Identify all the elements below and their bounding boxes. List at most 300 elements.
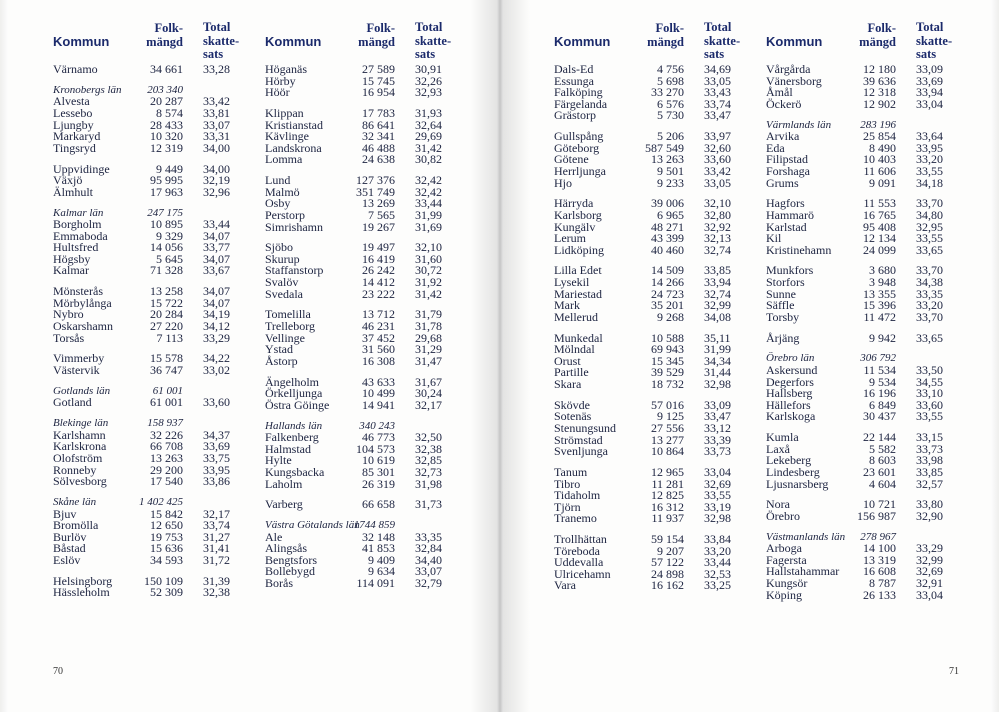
table-row: [53, 397, 248, 409]
population-value: 24 638: [362, 152, 395, 167]
population-value: 66 708: [150, 439, 183, 454]
kommun-name: Staffanstorp: [265, 263, 324, 278]
tax-rate-value: 33,05: [704, 175, 731, 190]
tax-rate-value: 31,73: [415, 497, 442, 512]
tax-rate-value: 31,42: [415, 140, 442, 155]
header-skattesats: Total skatte- sats: [415, 20, 452, 61]
kommun-name: Sotenäs: [554, 409, 592, 424]
population-value: 10 320: [150, 129, 183, 144]
tax-rate-value: 32,92: [704, 219, 731, 234]
tax-rate-value: 33,20: [704, 543, 731, 558]
population-value: 203 340: [147, 83, 183, 96]
kommun-name: Blekinge län: [53, 417, 109, 430]
kommun-name: Kalmar: [53, 263, 89, 278]
population-value: 61 001: [152, 384, 183, 397]
table-row: [265, 499, 460, 511]
tax-rate-value: 33,80: [916, 497, 943, 512]
tax-rate-value: 34,08: [704, 309, 731, 324]
tax-rate-value: 34,07: [203, 251, 230, 266]
kommun-name: Grästorp: [554, 108, 596, 123]
tax-rate-value: 33,67: [203, 263, 230, 278]
population-value: 16 312: [651, 499, 684, 514]
kommun-name: Torsby: [766, 309, 800, 324]
kommun-name: Ljungby: [53, 117, 94, 132]
table-row: [554, 580, 749, 592]
tax-rate-value: 32,69: [916, 564, 943, 579]
tax-rate-value: 33,42: [203, 94, 230, 109]
population-value: 12 650: [150, 518, 183, 533]
tax-rate-value: 33,73: [916, 441, 943, 456]
table-row: [766, 476, 961, 491]
tax-rate-value: 30,91: [415, 62, 442, 76]
population-value: 10 588: [651, 330, 684, 345]
tax-rate-value: 33,44: [415, 196, 442, 211]
tax-rate-value: 34,80: [916, 207, 943, 222]
tax-rate-value: 32,98: [704, 377, 731, 391]
population-value: 7 113: [156, 330, 183, 345]
kommun-name: Nora: [766, 497, 790, 512]
kommun-name: Sölvesborg: [53, 474, 107, 489]
kommun-name: Ljusnarsberg: [766, 476, 829, 491]
population-value: 10 895: [150, 217, 183, 232]
tax-rate-value: 33,07: [203, 117, 230, 132]
table-row: [766, 242, 961, 257]
kommun-name: Hallsberg: [766, 386, 813, 401]
population-value: 19 753: [150, 529, 183, 544]
population-value: 12 902: [863, 96, 896, 111]
tax-rate-value: 33,70: [916, 196, 943, 211]
kommun-name: Falköping: [554, 85, 603, 100]
page-number-right: 71: [949, 666, 959, 677]
tax-rate-value: 31,60: [415, 251, 442, 266]
table-row: [53, 265, 248, 277]
kommun-name: Skara: [554, 377, 582, 391]
population-value: 306 792: [860, 352, 896, 365]
tax-rate-value: 33,86: [203, 474, 230, 489]
kommun-name: Ale: [265, 529, 283, 544]
tax-rate-value: 34,07: [203, 228, 230, 243]
tax-rate-value: 33,09: [704, 397, 731, 412]
population-value: 14 266: [651, 275, 684, 290]
tax-rate-value: 31,79: [415, 307, 442, 322]
kommun-name: Svedala: [265, 286, 303, 301]
population-value: 12 134: [863, 231, 896, 246]
tax-rate-value: 33,35: [916, 286, 943, 301]
tax-rate-value: 32,60: [704, 140, 731, 155]
population-value: 26 242: [362, 263, 395, 278]
tax-rate-value: 30,82: [415, 152, 442, 167]
kommun-name: Degerfors: [766, 374, 814, 389]
tax-rate-value: 33,74: [704, 96, 731, 111]
column-rows: [554, 64, 749, 592]
population-value: 11 534: [863, 363, 896, 377]
kommun-name: Kristinehamn: [766, 242, 832, 257]
kommun-name: Båstad: [53, 541, 86, 556]
population-value: 13 712: [362, 307, 395, 322]
kommun-name: Höganäs: [265, 62, 307, 76]
tax-rate-value: 34,00: [203, 161, 230, 176]
tax-rate-value: 31,44: [704, 365, 731, 380]
kommun-name: Fagersta: [766, 552, 807, 567]
tax-rate-value: 32,98: [704, 511, 731, 526]
tax-rate-value: 33,43: [704, 85, 731, 100]
kommun-name: Munkedal: [554, 330, 603, 345]
kommun-name: Hjo: [554, 175, 572, 190]
kommun-name: Tingsryd: [53, 140, 96, 155]
tax-rate-value: 29,68: [415, 330, 442, 345]
table-row: [265, 476, 460, 491]
tax-rate-value: 33,35: [415, 529, 442, 544]
population-value: 11 606: [863, 163, 896, 178]
tax-rate-value: 31,72: [203, 552, 230, 567]
population-value: 23 222: [362, 286, 395, 301]
kommun-name: Forshaga: [766, 163, 810, 178]
tax-rate-value: 33,44: [704, 555, 731, 570]
tax-rate-value: 33,47: [704, 409, 731, 424]
kommun-name: Kävlinge: [265, 129, 309, 144]
population-value: 9 268: [657, 309, 684, 324]
header-folkmangd: Folk- mängd: [146, 21, 183, 49]
tax-rate-value: 33,15: [916, 430, 943, 445]
population-value: 10 403: [863, 152, 896, 167]
tax-rate-value: 33,07: [415, 564, 442, 579]
tax-rate-value: 33,97: [704, 129, 731, 144]
population-value: 48 271: [651, 219, 684, 234]
kommun-name: Årjäng: [766, 330, 800, 345]
tax-rate-value: 31,47: [415, 353, 442, 368]
kommun-name: Lidköping: [554, 242, 604, 257]
kommun-name: Trelleborg: [265, 319, 316, 334]
population-value: 158 937: [147, 417, 183, 430]
header-kommun: Kommun: [554, 34, 611, 49]
table-row: [53, 330, 248, 345]
population-value: 95 995: [150, 173, 183, 188]
population-value: 24 723: [651, 286, 684, 301]
population-value: 10 721: [863, 497, 896, 512]
population-value: 35 201: [651, 298, 684, 313]
tax-rate-value: 31,93: [415, 105, 442, 120]
kommun-name: Burlöv: [53, 529, 87, 544]
tax-rate-value: 30,24: [415, 386, 442, 401]
kommun-name: Örkelljunga: [265, 386, 323, 401]
population-value: 6 576: [657, 96, 684, 111]
column-rows: [766, 64, 961, 601]
kommun-name: Köping: [766, 587, 802, 602]
kommun-name: Falkenberg: [265, 430, 319, 445]
header-kommun: Kommun: [53, 34, 110, 49]
table-column-2: [265, 20, 460, 590]
kommun-name: Alvesta: [53, 94, 90, 109]
population-value: 24 898: [651, 566, 684, 581]
population-value: 39 636: [863, 73, 896, 88]
population-value: 6 849: [869, 397, 896, 412]
kommun-name: Vara: [554, 578, 576, 593]
population-value: 1744 859: [353, 519, 395, 532]
tax-rate-value: 33,74: [203, 518, 230, 533]
population-value: 127 376: [356, 173, 395, 188]
population-value: 351 749: [356, 184, 395, 199]
population-value: 13 263: [150, 450, 183, 465]
population-value: 11 937: [651, 511, 684, 526]
tax-rate-value: 33,95: [916, 140, 943, 155]
kommun-name: Mölndal: [554, 342, 595, 357]
tax-rate-value: 34,34: [704, 353, 731, 368]
tax-rate-value: 32,69: [704, 476, 731, 491]
population-value: 9 409: [368, 552, 395, 567]
tax-rate-value: 31,39: [203, 573, 230, 588]
kommun-name: Götene: [554, 152, 589, 167]
table-row: [766, 587, 961, 602]
tax-rate-value: 31,99: [704, 342, 731, 357]
population-value: 24 099: [863, 242, 896, 257]
table-column-4: [766, 20, 961, 601]
table-row: [265, 87, 460, 99]
kommun-name: Västra Götalands län: [265, 519, 360, 532]
table-row: [53, 587, 248, 599]
population-value: 46 488: [362, 140, 395, 155]
kommun-name: Kronobergs län: [53, 83, 122, 96]
kommun-name: Arboga: [766, 541, 802, 556]
kommun-name: Kungälv: [554, 219, 596, 234]
tax-rate-value: 33,73: [704, 444, 731, 459]
tax-rate-value: 33,20: [916, 152, 943, 167]
tax-rate-value: 33,81: [203, 105, 230, 120]
tax-rate-value: 34,37: [203, 427, 230, 442]
kommun-name: Arvika: [766, 129, 800, 144]
population-value: 13 319: [863, 552, 896, 567]
tax-rate-value: 33,85: [704, 263, 731, 278]
population-value: 14 056: [150, 240, 183, 255]
population-value: 26 133: [863, 587, 896, 602]
population-value: 10 864: [651, 444, 684, 459]
tax-rate-value: 32,84: [415, 541, 442, 556]
tax-rate-value: 35,11: [704, 330, 731, 345]
table-row: [766, 96, 961, 111]
kommun-name: Borås: [265, 576, 293, 591]
kommun-name: Stenungsund: [554, 420, 617, 435]
tax-rate-value: 33,31: [203, 129, 230, 144]
tax-rate-value: 33,02: [203, 363, 230, 377]
tax-rate-value: 30,72: [415, 263, 442, 278]
tax-rate-value: 32,57: [916, 476, 943, 491]
kommun-name: Strömstad: [554, 432, 603, 447]
population-value: 32 226: [150, 427, 183, 442]
kommun-name: Göteborg: [554, 140, 600, 155]
population-value: 8 490: [869, 140, 896, 155]
population-value: 59 154: [651, 532, 684, 547]
tax-rate-value: 33,19: [704, 499, 731, 514]
column-header: [766, 20, 961, 64]
kommun-name: Alingsås: [265, 541, 307, 556]
kommun-name: Lund: [265, 173, 291, 188]
kommun-name: Värnamo: [53, 62, 98, 76]
population-value: 32 148: [362, 529, 395, 544]
population-value: 18 732: [651, 377, 684, 391]
population-value: 8 574: [156, 105, 183, 120]
header-folkmangd: Folk- mängd: [358, 21, 395, 49]
page-edge-right: [991, 0, 999, 712]
kommun-name: Mellerud: [554, 309, 598, 324]
kommun-name: Tibro: [554, 476, 581, 491]
tax-rate-value: 33,29: [916, 541, 943, 556]
kommun-name: Ronneby: [53, 462, 97, 477]
tax-rate-value: 33,55: [916, 231, 943, 246]
population-value: 28 433: [150, 117, 183, 132]
page-number-left: 70: [53, 666, 63, 677]
kommun-name: Grums: [766, 175, 799, 190]
kommun-name: Lysekil: [554, 275, 590, 290]
population-value: 9 329: [156, 228, 183, 243]
population-value: 17 783: [362, 105, 395, 120]
population-value: 15 722: [150, 295, 183, 310]
population-value: 71 328: [150, 263, 183, 278]
tax-rate-value: 33,50: [916, 363, 943, 377]
table-column-1: [53, 20, 248, 599]
kommun-name: Malmö: [265, 184, 300, 199]
kommun-name: Skåne län: [53, 495, 97, 508]
kommun-name: Helsingborg: [53, 573, 113, 588]
kommun-name: Uddevalla: [554, 555, 604, 570]
population-value: 9 207: [657, 543, 684, 558]
tax-rate-value: 34,55: [916, 374, 943, 389]
kommun-name: Klippan: [265, 105, 304, 120]
population-value: 39 529: [651, 365, 684, 380]
kommun-name: Mark: [554, 298, 580, 313]
table-row: [53, 64, 248, 76]
tax-rate-value: 32,26: [415, 73, 442, 88]
population-value: 5 645: [156, 251, 183, 266]
population-value: 33 270: [651, 85, 684, 100]
kommun-name: Lerum: [554, 231, 586, 246]
population-value: 15 345: [651, 353, 684, 368]
population-value: 46 773: [362, 430, 395, 445]
population-value: 69 943: [651, 342, 684, 357]
population-value: 20 287: [150, 94, 183, 109]
tax-rate-value: 34,00: [203, 140, 230, 155]
tax-rate-value: 33,25: [704, 578, 731, 593]
kommun-name: Höör: [265, 85, 290, 100]
population-value: 32 341: [362, 129, 395, 144]
tax-rate-value: 33,69: [203, 439, 230, 454]
table-row: [766, 330, 961, 345]
kommun-name: Åstorp: [265, 353, 298, 368]
tax-rate-value: 33,55: [704, 488, 731, 503]
population-value: 13 269: [362, 196, 395, 211]
kommun-name: Skurup: [265, 251, 300, 266]
header-skattesats: Total skatte- sats: [916, 20, 953, 61]
table-row: [554, 446, 749, 458]
kommun-name: Örebro: [766, 508, 800, 523]
population-value: 14 412: [362, 275, 395, 290]
tax-rate-value: 34,69: [704, 62, 731, 76]
kommun-name: Skövde: [554, 397, 590, 412]
population-value: 31 560: [362, 342, 395, 357]
tax-rate-value: 29,69: [415, 129, 442, 144]
tax-rate-value: 32,74: [704, 286, 731, 301]
population-value: 9 534: [869, 374, 896, 389]
population-value: 17 963: [150, 184, 183, 199]
kommun-name: Lilla Edet: [554, 263, 602, 278]
kommun-name: Gullspång: [554, 129, 604, 144]
table-row: [554, 175, 749, 190]
population-value: 16 954: [362, 85, 395, 100]
tax-rate-value: 32,79: [415, 576, 442, 591]
kommun-name: Kungsör: [766, 576, 808, 591]
population-value: 43 399: [651, 231, 684, 246]
kommun-name: Karlsborg: [554, 207, 602, 222]
tax-rate-value: 32,13: [704, 231, 731, 246]
tax-rate-value: 34,40: [415, 552, 442, 567]
population-value: 11 281: [651, 476, 684, 491]
kommun-name: Töreboda: [554, 543, 600, 558]
tax-rate-value: 33,77: [203, 240, 230, 255]
kommun-name: Hultsfred: [53, 240, 99, 255]
population-value: 27 589: [362, 62, 395, 76]
kommun-name: Bollebygd: [265, 564, 315, 579]
population-value: 30 437: [863, 409, 896, 424]
tax-rate-value: 31,69: [415, 219, 442, 234]
tax-rate-value: 33,55: [916, 409, 943, 424]
table-row: [766, 508, 961, 523]
table-row: [265, 397, 460, 412]
population-value: 12 825: [651, 488, 684, 503]
population-value: 9 942: [869, 330, 896, 345]
population-value: 587 549: [645, 140, 684, 155]
header-kommun: Kommun: [265, 34, 322, 49]
tax-rate-value: 33,20: [916, 298, 943, 313]
tax-rate-value: 31,78: [415, 319, 442, 334]
tax-rate-value: 32,96: [203, 184, 230, 199]
kommun-name: Vänersborg: [766, 73, 822, 88]
table-row: [766, 411, 961, 423]
header-kommun: Kommun: [766, 34, 823, 49]
kommun-name: Bromölla: [53, 518, 99, 533]
population-value: 9 233: [657, 175, 684, 190]
kommun-name: Storfors: [766, 275, 805, 290]
population-value: 4 604: [869, 476, 896, 491]
tax-rate-value: 34,19: [203, 307, 230, 322]
kommun-name: Hallands län: [265, 419, 323, 432]
column-header: [554, 20, 749, 64]
tax-rate-value: 32,42: [415, 173, 442, 188]
population-value: 5 582: [869, 441, 896, 456]
kommun-name: Uppvidinge: [53, 161, 110, 176]
population-value: 7 565: [368, 207, 395, 222]
table-row: [554, 110, 749, 122]
kommun-name: Eslöv: [53, 552, 81, 567]
population-value: 27 220: [150, 319, 183, 334]
kommun-name: Hässleholm: [53, 585, 110, 600]
population-value: 10 499: [362, 386, 395, 401]
kommun-name: Svalöv: [265, 275, 299, 290]
population-value: 16 162: [651, 578, 684, 593]
column-header: [265, 20, 460, 64]
kommun-name: Orust: [554, 353, 581, 368]
kommun-name: Säffle: [766, 298, 795, 313]
kommun-name: Karlshamn: [53, 427, 106, 442]
tax-rate-value: 32,38: [415, 441, 442, 456]
tax-rate-value: 33,10: [916, 386, 943, 401]
population-value: 19 267: [362, 219, 395, 234]
tax-rate-value: 33,65: [916, 242, 943, 257]
table-row: [265, 219, 460, 234]
kommun-name: Karlskrona: [53, 439, 107, 454]
population-value: 12 180: [863, 62, 896, 76]
kommun-name: Öckerö: [766, 96, 802, 111]
tax-rate-value: 33,70: [916, 263, 943, 278]
kommun-name: Tjörn: [554, 499, 581, 514]
tax-rate-value: 33,47: [704, 108, 731, 123]
